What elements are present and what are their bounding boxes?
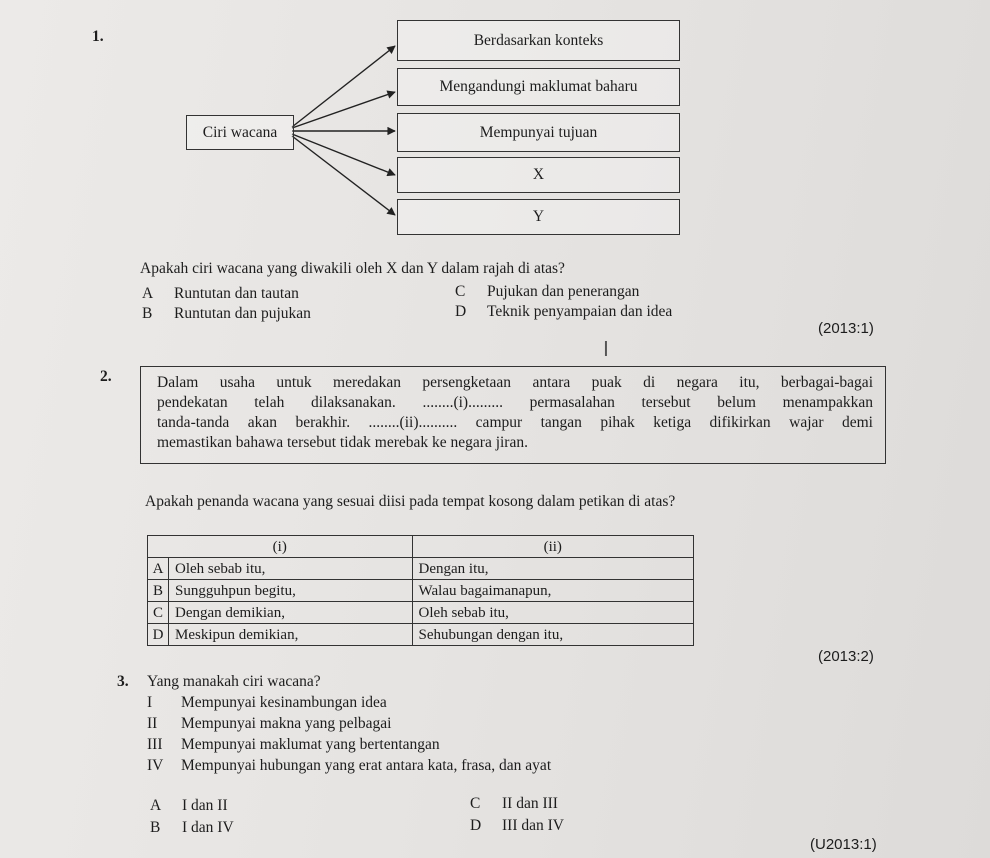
diagram-target-box xyxy=(397,20,680,61)
table-cell-i: Dengan demikian, xyxy=(169,602,413,624)
table-row xyxy=(148,624,694,646)
statement-roman: II xyxy=(147,715,158,732)
diagram-target-box xyxy=(397,199,680,235)
question-2-source: (2013:2) xyxy=(818,648,874,665)
option-d-letter: D xyxy=(455,303,467,320)
option-b-letter: B xyxy=(142,305,153,322)
diagram-source-box xyxy=(186,115,294,150)
diagram-source-label: Ciri wacana xyxy=(202,123,278,141)
diagram-target-label: Mengandungi maklumat baharu xyxy=(439,78,638,95)
text-cursor-icon: I xyxy=(603,337,609,361)
option-d-letter: D xyxy=(470,817,482,834)
passage-line: Dalam usaha untuk meredakan persengketaan antara puak di negara itu, berbagai-bagai xyxy=(157,374,873,391)
option-c-text: Pujukan dan penerangan xyxy=(487,283,640,300)
table-header-ii: (ii) xyxy=(412,536,693,558)
option-a-letter: A xyxy=(150,797,162,814)
table-row xyxy=(148,558,694,580)
statement-roman: III xyxy=(147,736,163,753)
table-row xyxy=(148,580,694,602)
option-b-text: I dan IV xyxy=(182,819,234,836)
option-b-text: Runtutan dan pujukan xyxy=(174,305,311,322)
diagram-target-label: X xyxy=(532,166,545,183)
diagram-target-label: Y xyxy=(532,208,545,225)
passage-line: pendekatan telah dilaksanakan. ........(i)......... permasalahan tersebut belum menampakkan xyxy=(157,394,873,411)
option-c-letter: C xyxy=(470,795,481,812)
question-2-number: 2. xyxy=(100,368,112,385)
question-3-source: (U2013:1) xyxy=(810,836,877,853)
arrow-to-maklumat-baharu xyxy=(292,92,395,128)
statement-roman: I xyxy=(147,694,153,711)
option-d-text: Teknik penyampaian dan idea xyxy=(487,303,673,320)
statement-roman: IV xyxy=(147,757,164,774)
question-1-number: 1. xyxy=(92,28,104,45)
option-b-letter: B xyxy=(150,819,161,836)
statement-text: Mempunyai hubungan yang erat antara kata, frasa, dan ayat xyxy=(181,757,552,774)
question-2-text: Apakah penanda wacana yang sesuai diisi pada tempat kosong dalam petikan di atas? xyxy=(145,493,676,510)
diagram-target-box xyxy=(397,157,680,193)
question-1-text: Apakah ciri wacana yang diwakili oleh X dan Y dalam rajah di atas? xyxy=(140,260,565,277)
table-cell-ii: Sehubungan dengan itu, xyxy=(412,624,693,646)
option-a-text: Runtutan dan tautan xyxy=(174,285,299,302)
passage-line: tanda-tanda akan berakhir. ........(ii).......... campur tangan pihak ketiga difikirkan wajar demi xyxy=(157,414,873,431)
question-3-number: 3. xyxy=(117,673,129,690)
statement-text: Mempunyai makna yang pelbagai xyxy=(181,715,392,732)
diagram-target-box xyxy=(397,113,680,152)
table-cell-i: Sungguhpun begitu, xyxy=(169,580,413,602)
option-c-letter: C xyxy=(455,283,466,300)
question-1-source: (2013:1) xyxy=(818,320,874,337)
table-header-i: (i) xyxy=(148,536,413,558)
diagram-target-box xyxy=(397,68,680,106)
statement-text: Mempunyai kesinambungan idea xyxy=(181,694,387,711)
table-cell-ii: Dengan itu, xyxy=(412,558,693,580)
arrow-to-y xyxy=(292,136,395,215)
option-a-text: I dan II xyxy=(182,797,228,814)
diagram-target-label: Mempunyai tujuan xyxy=(479,123,598,141)
arrow-to-x xyxy=(292,134,395,175)
arrow-to-berdasarkan-konteks xyxy=(292,46,395,127)
table-header-row xyxy=(148,536,694,558)
question-2-options-table xyxy=(147,535,694,646)
table-row-letter: A xyxy=(148,558,169,580)
option-d-text: III dan IV xyxy=(502,817,564,834)
table-row-letter: D xyxy=(148,624,169,646)
table-cell-i: Oleh sebab itu, xyxy=(169,558,413,580)
question-3-text: Yang manakah ciri wacana? xyxy=(147,673,321,690)
option-c-text: II dan III xyxy=(502,795,558,812)
passage-line: memastikan bahawa tersebut tidak merebak ke negara jiran. xyxy=(157,434,528,451)
diagram-target-label: Berdasarkan konteks xyxy=(473,31,604,49)
table-cell-ii: Oleh sebab itu, xyxy=(412,602,693,624)
table-cell-ii: Walau bagaimanapun, xyxy=(412,580,693,602)
table-cell-i: Meskipun demikian, xyxy=(169,624,413,646)
table-row-letter: B xyxy=(148,580,169,602)
option-a-letter: A xyxy=(142,285,154,302)
table-row-letter: C xyxy=(148,602,169,624)
statement-text: Mempunyai maklumat yang bertentangan xyxy=(181,736,440,753)
table-row xyxy=(148,602,694,624)
question-2-passage-box xyxy=(140,366,886,464)
